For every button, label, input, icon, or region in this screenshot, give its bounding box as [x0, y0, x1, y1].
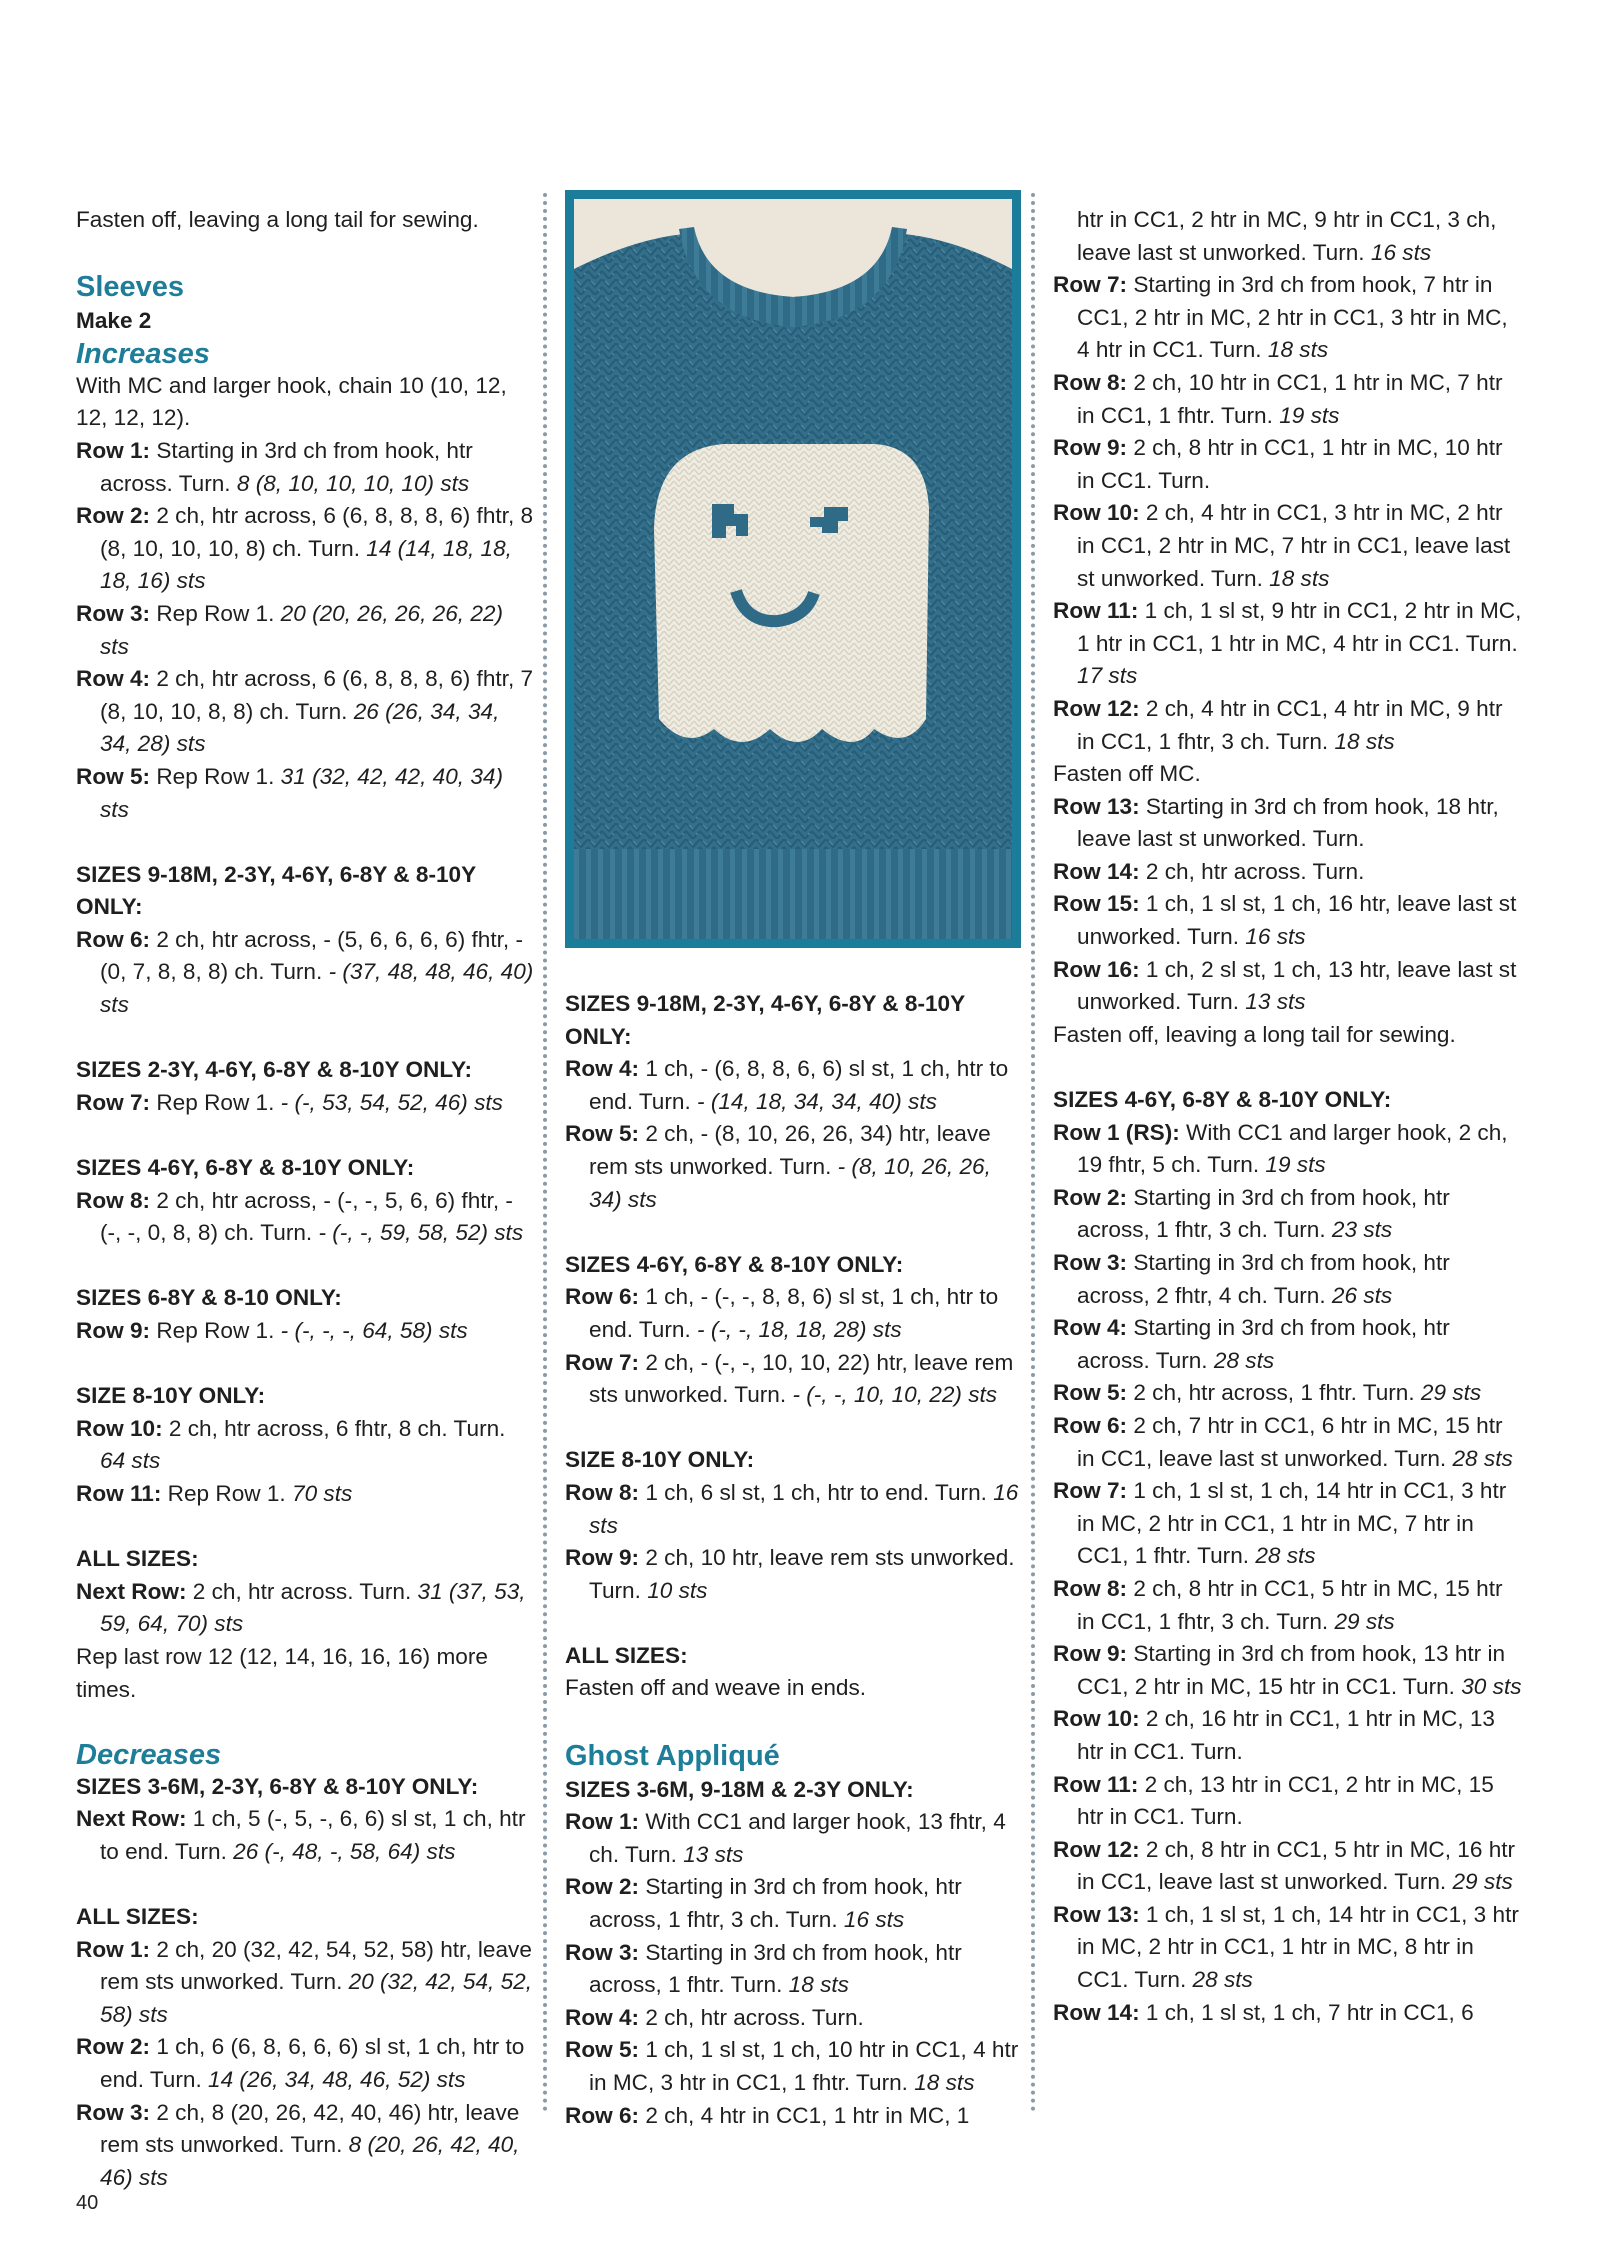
row-instruction: Row 12: 2 ch, 4 htr in CC1, 4 htr in MC, 9 htr in CC1, 1 fhtr, 3 ch. Turn. 18 sts: [1053, 695, 1503, 754]
sleeves-heading: Sleeves: [76, 271, 185, 304]
make-two-subheading: Make 2: [76, 308, 152, 334]
intro-text: Fasten off, leaving a long tail for sewing.: [76, 207, 479, 232]
row-instruction: Row 2: 1 ch, 6 (6, 8, 6, 6, 6) sl st, 1 ch, htr to end. Turn. 14 (26, 34, 48, 46, 52) sts: [76, 2034, 525, 2093]
row-instruction: Row 2: Starting in 3rd ch from hook, htr across, 1 fhtr, 3 ch. Turn. 23 sts: [1053, 1184, 1450, 1243]
row-instruction: Row 3: 2 ch, 8 (20, 26, 42, 40, 46) htr, leave rem sts unworked. Turn. 8 (20, 26, 42, 40, 46) sts: [76, 2099, 520, 2190]
middle-column: [565, 988, 1025, 2132]
row-instruction: Row 6: 2 ch, 7 htr in CC1, 6 htr in MC, 15 htr in CC1, leave last st unworked. Turn. 28 sts: [1053, 1412, 1513, 1471]
row-instruction: Row 11: Rep Row 1. 70 sts: [76, 1480, 353, 1506]
size-heading: SIZES 9-18M, 2-3Y, 4-6Y, 6-8Y & 8-10Y ONLY:: [565, 991, 965, 1049]
row-instruction: Row 7: Starting in 3rd ch from hook, 7 htr in CC1, 2 htr in MC, 2 htr in CC1, 3 htr in MC, 4 htr in CC1. Turn. 18 sts: [1053, 272, 1508, 363]
row-instruction: Row 9: 2 ch, 10 htr, leave rem sts unworked. Turn. 10 sts: [565, 1545, 1015, 1603]
row-instruction: Row 12: 2 ch, 8 htr in CC1, 5 htr in MC, 16 htr in CC1, leave last st unworked. Turn. 29 sts: [1053, 1836, 1516, 1895]
row-instruction: Next Row: 2 ch, htr across. Turn. 31 (37, 53, 59, 64, 70) sts: [76, 1578, 526, 1637]
fasten-instruction: Fasten off and weave in ends.: [565, 1675, 867, 1701]
sweater-illustration: [574, 199, 1012, 939]
row-instruction: Row 14: 2 ch, htr across. Turn.: [1053, 858, 1365, 884]
column-divider: [1031, 193, 1035, 2113]
row-instruction: Row 7: 2 ch, - (-, -, 10, 10, 22) htr, leave rem sts unworked. Turn. - (-, -, 10, 10, 22) sts: [565, 1349, 1014, 1408]
row-instruction: Row 5: 1 ch, 1 sl st, 1 ch, 10 htr in CC1, 4 htr in MC, 3 htr in CC1, 1 fhtr. Turn. 18 sts: [565, 2037, 1019, 2095]
row-instruction: Row 2: 2 ch, htr across, 6 (6, 8, 8, 8, 6) fhtr, 8 (8, 10, 10, 10, 8) ch. Turn. 14 (14, 18, 18, 18, 16) sts: [76, 503, 534, 594]
ghost-sweater-photo: [565, 190, 1021, 948]
size-heading: SIZES 4-6Y, 6-8Y & 8-10Y ONLY:: [1053, 1087, 1392, 1113]
row-instruction: Row 4: 2 ch, htr across. Turn.: [565, 2004, 864, 2030]
row-instruction: Row 8: 2 ch, htr across, - (-, -, 5, 6, 6) fhtr, - (-, -, 0, 8, 8) ch. Turn. - (-, -, 59, 58, 52) sts: [76, 1187, 524, 1246]
row-instruction: Row 15: 1 ch, 1 sl st, 1 ch, 16 htr, leave last st unworked. Turn. 16 sts: [1053, 891, 1517, 950]
row-instruction: Row 7: 1 ch, 1 sl st, 1 ch, 14 htr in CC1, 3 htr in MC, 2 htr in CC1, 1 htr in MC, 7 htr in CC1, 1 fhtr. Turn. 28 sts: [1053, 1478, 1507, 1569]
row-instruction: Row 10: 2 ch, 4 htr in CC1, 3 htr in MC, 2 htr in CC1, 2 htr in MC, 7 htr in CC1, leave last st unworked. Turn. 18 sts: [1053, 500, 1511, 591]
size-heading: ALL SIZES:: [76, 1546, 199, 1572]
size-heading: SIZES 6-8Y & 8-10 ONLY:: [76, 1285, 342, 1311]
row-instruction: Row 10: 2 ch, 16 htr in CC1, 1 htr in MC, 13 htr in CC1. Turn.: [1053, 1706, 1496, 1764]
increases-heading: Increases: [76, 337, 210, 370]
row-instruction: Row 10: 2 ch, htr across, 6 fhtr, 8 ch. Turn. 64 sts: [76, 1415, 506, 1474]
fasten-instruction: Fasten off MC.: [1053, 761, 1201, 787]
row-continuation: htr in CC1, 2 htr in MC, 9 htr in CC1, 3 ch, leave last st unworked. Turn. 16 sts: [1077, 207, 1497, 265]
row-instruction: Row 13: Starting in 3rd ch from hook, 18 htr, leave last st unworked. Turn.: [1053, 793, 1499, 852]
size-heading: SIZE 8-10Y ONLY:: [76, 1383, 266, 1409]
size-heading: SIZES 3-6M, 2-3Y, 6-8Y & 8-10Y ONLY:: [76, 1773, 479, 1799]
size-heading: ALL SIZES:: [565, 1642, 688, 1668]
row-instruction: Row 5: 2 ch, - (8, 10, 26, 26, 34) htr, leave rem sts unworked. Turn. - (8, 10, 26, 26, 34) sts: [565, 1121, 991, 1212]
increases-intro: With MC and larger hook, chain 10 (10, 12, 12, 12, 12).: [76, 372, 507, 431]
row-instruction: Row 5: Rep Row 1. 31 (32, 42, 42, 40, 34) sts: [76, 763, 504, 822]
size-heading: SIZES 9-18M, 2-3Y, 4-6Y, 6-8Y & 8-10Y ONLY:: [76, 861, 476, 920]
size-heading: SIZES 3-6M, 9-18M & 2-3Y ONLY:: [565, 1776, 914, 1802]
ghost-applique-heading: Ghost Appliqué: [565, 1739, 780, 1772]
row-instruction: Row 1: With CC1 and larger hook, 13 fhtr, 4 ch. Turn. 13 sts: [565, 1809, 1006, 1867]
row-instruction: Row 4: Starting in 3rd ch from hook, htr across. Turn. 28 sts: [1053, 1315, 1450, 1373]
repeat-instruction: Rep last row 12 (12, 14, 16, 16, 16) more times.: [76, 1643, 488, 1702]
row-instruction: Row 1: Starting in 3rd ch from hook, htr across. Turn. 8 (8, 10, 10, 10, 10) sts: [76, 437, 473, 496]
row-instruction: Row 6: 1 ch, - (-, -, 8, 8, 6) sl st, 1 ch, htr to end. Turn. - (-, -, 18, 18, 28) sts: [565, 1284, 999, 1342]
row-instruction: Row 3: Starting in 3rd ch from hook, htr across, 2 fhtr, 4 ch. Turn. 26 sts: [1053, 1250, 1450, 1308]
row-instruction: Row 11: 1 ch, 1 sl st, 9 htr in CC1, 2 htr in MC, 1 htr in CC1, 1 htr in MC, 4 htr in CC1. Turn. 17 sts: [1053, 598, 1522, 689]
row-instruction: Row 3: Starting in 3rd ch from hook, htr across, 1 fhtr. Turn. 18 sts: [565, 1939, 962, 1998]
row-instruction: Row 1: 2 ch, 20 (32, 42, 54, 52, 58) htr, leave rem sts unworked. Turn. 20 (32, 42, 54, 52, 58) sts: [76, 1936, 533, 2027]
row-instruction: Row 16: 1 ch, 2 sl st, 1 ch, 13 htr, leave last st unworked. Turn. 13 sts: [1053, 956, 1517, 1015]
row-instruction: Row 8: 1 ch, 6 sl st, 1 ch, htr to end. Turn. 16 sts: [565, 1479, 1019, 1538]
row-instruction: Row 7: Rep Row 1. - (-, 53, 54, 52, 46) sts: [76, 1089, 503, 1115]
row-instruction: Row 13: 1 ch, 1 sl st, 1 ch, 14 htr in CC1, 3 htr in MC, 2 htr in CC1, 1 htr in MC, 8 htr in CC1. Turn. 28 sts: [1053, 1901, 1519, 1993]
row-instruction: Row 4: 2 ch, htr across, 6 (6, 8, 8, 8, 6) fhtr, 7 (8, 10, 10, 8, 8) ch. Turn. 26 (26, 34, 34, 34, 28) sts: [76, 666, 534, 757]
row-instruction: Row 14: 1 ch, 1 sl st, 1 ch, 7 htr in CC1, 6: [1053, 1999, 1474, 2025]
fasten-instruction: Fasten off, leaving a long tail for sewing.: [1053, 1021, 1456, 1047]
size-heading: SIZES 4-6Y, 6-8Y & 8-10Y ONLY:: [76, 1155, 415, 1181]
column-divider: [543, 193, 547, 2113]
row-instruction: Row 6: 2 ch, 4 htr in CC1, 1 htr in MC, 1: [565, 2102, 970, 2128]
row-instruction: Row 1 (RS): With CC1 and larger hook, 2 ch, 19 fhtr, 5 ch. Turn. 19 sts: [1053, 1119, 1508, 1178]
size-heading: ALL SIZES:: [76, 1904, 199, 1930]
row-instruction: Row 9: Starting in 3rd ch from hook, 13 htr in CC1, 2 htr in MC, 15 htr in CC1. Turn. 30 sts: [1053, 1641, 1522, 1699]
row-instruction: Next Row: 1 ch, 5 (-, 5, -, 6, 6) sl st, 1 ch, htr to end. Turn. 26 (-, 48, -, 58, 64) sts: [76, 1806, 526, 1864]
row-instruction: Row 5: 2 ch, htr across, 1 fhtr. Turn. 29 sts: [1053, 1380, 1482, 1406]
row-instruction: Row 4: 1 ch, - (6, 8, 8, 6, 6) sl st, 1 ch, htr to end. Turn. - (14, 18, 34, 34, 40) sts: [565, 1056, 1009, 1114]
row-instruction: Row 2: Starting in 3rd ch from hook, htr across, 1 fhtr, 3 ch. Turn. 16 sts: [565, 1874, 962, 1933]
size-heading: SIZES 2-3Y, 4-6Y, 6-8Y & 8-10Y ONLY:: [76, 1057, 472, 1083]
row-instruction: Row 6: 2 ch, htr across, - (5, 6, 6, 6, 6) fhtr, - (0, 7, 8, 8, 8) ch. Turn. - (37, 48, 48, 46, 40) sts: [76, 926, 534, 1018]
size-heading: SIZES 4-6Y, 6-8Y & 8-10Y ONLY:: [565, 1251, 904, 1277]
page-number: 40: [76, 2192, 99, 2214]
row-instruction: Row 3: Rep Row 1. 20 (20, 26, 26, 26, 22) sts: [76, 600, 504, 659]
row-instruction: Row 9: 2 ch, 8 htr in CC1, 1 htr in MC, 10 htr in CC1. Turn.: [1053, 435, 1503, 493]
size-heading: SIZE 8-10Y ONLY:: [565, 1447, 755, 1473]
row-instruction: Row 11: 2 ch, 13 htr in CC1, 2 htr in MC, 15 htr in CC1. Turn.: [1053, 1771, 1494, 1830]
left-column: [76, 204, 534, 2194]
row-instruction: Row 9: Rep Row 1. - (-, -, -, 64, 58) sts: [76, 1318, 468, 1343]
right-column: [1053, 204, 1523, 2029]
decreases-heading: Decreases: [76, 1738, 222, 1771]
row-instruction: Row 8: 2 ch, 10 htr in CC1, 1 htr in MC, 7 htr in CC1, 1 fhtr. Turn. 19 sts: [1053, 369, 1503, 428]
row-instruction: Row 8: 2 ch, 8 htr in CC1, 5 htr in MC, 15 htr in CC1, 1 fhtr, 3 ch. Turn. 29 sts: [1053, 1575, 1503, 1634]
